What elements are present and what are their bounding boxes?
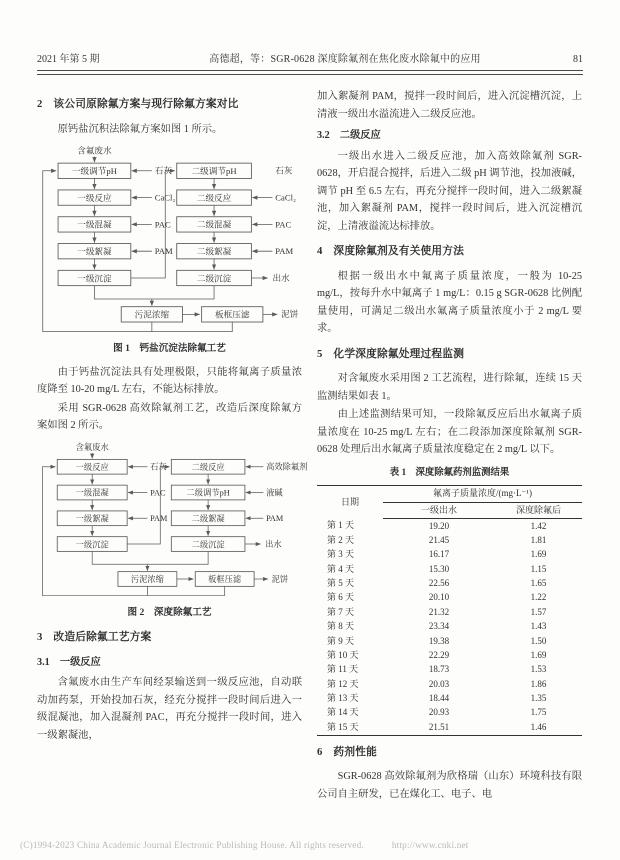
- fig2-influent-label: 含氟废水: [75, 443, 109, 453]
- cell-after: 1.57: [530, 606, 547, 617]
- figure2-flowchart: [37, 441, 313, 601]
- page-footer: [20, 840, 600, 850]
- section-3-heading: 3 改造后除氟工艺方案: [37, 631, 152, 644]
- col-header-date: 日期: [340, 496, 359, 507]
- paragraph: 一级出水进入二级反应池，加入高效除氟剂 SGR-0628，开启混合搅拌，后进入二级 pH 调节池，投加液碱，调节 pH 至 6.5 左右，再充分搅拌一段时间，进入二级絮凝池，加入絮凝剂 PAM，搅拌一段时间后，进入沉淀槽沉淀，上清液溢流达标排放。: [317, 150, 582, 232]
- figure1-caption: 图 1 钙盐沉淀法除氟工艺: [113, 343, 226, 355]
- fig1-box-label: 一级调节pH: [71, 166, 117, 177]
- fig1-box-label: 一级絮凝: [77, 246, 112, 257]
- table-row: [317, 577, 582, 591]
- cell-date: 第 13 天: [327, 693, 359, 704]
- fig2-effluent-label: 出水: [265, 539, 282, 549]
- fig2-reagent-label: PAM: [266, 513, 284, 523]
- cell-primary: 23.34: [428, 621, 450, 632]
- paragraph: 采用 SGR-0628 高效除氟剂工艺，改造后深度除氟方案如图 2 所示。: [37, 402, 302, 432]
- fig1-box-label: 二级沉淀: [196, 273, 232, 284]
- flow-connector: [92, 551, 208, 564]
- cell-after: 1.86: [530, 678, 547, 689]
- section-5-heading: 5 化学深度除氟处理过程监测: [317, 347, 465, 360]
- cell-after: 1.42: [530, 520, 547, 531]
- paragraph: 由于钙盐沉淀法具有处理极限，只能将氟离子质量浓度降至 10-20 mg/L 左右，不能达标排放。: [37, 366, 302, 396]
- cell-primary: 19.20: [428, 520, 450, 531]
- fig1-box-label: 二级调节pH: [191, 166, 237, 177]
- paragraph: 对含氟废水采用图 2 工艺流程，进行除氟，连续 15 天监测结果如表 1。: [317, 373, 582, 402]
- table-row: [317, 519, 582, 534]
- fig2-box-label: 一级沉淀: [75, 540, 109, 550]
- col-header-after: 深度除氟后: [495, 502, 582, 519]
- paragraph: 加入絮凝剂 PAM，搅拌一段时间后，进入沉淀槽沉淀，上清液一级出水溢流进入二级反应池。: [317, 91, 582, 120]
- fig1-left-reagents: [132, 165, 176, 256]
- cell-date: 第 2 天: [327, 534, 355, 545]
- cell-date: 第 10 天: [327, 649, 359, 660]
- cell-primary: 20.93: [428, 707, 450, 718]
- fig1-box-label: 二级反应: [196, 192, 232, 203]
- cell-primary: 21.32: [428, 606, 450, 617]
- fig1-reagent-label: CaCl₂: [154, 192, 176, 203]
- fig1-reagent-label: PAM: [275, 246, 294, 257]
- section-4-heading: 4 深度除氟剂及有关使用方法: [317, 245, 465, 257]
- cell-date: 第 9 天: [327, 635, 355, 646]
- paragraph: 原钙盐沉积法除氟方案如图 1 所示。: [57, 123, 223, 135]
- cell-date: 第 12 天: [327, 678, 359, 689]
- fig2-right-reagents: [246, 461, 308, 523]
- fig1-influent-label: 含氟废水: [77, 145, 112, 156]
- cell-date: 第 3 天: [327, 549, 355, 560]
- cell-primary: 18.73: [428, 664, 450, 675]
- fig1-box-label: 一级沉淀: [77, 273, 112, 284]
- fig1-right-chain: [177, 163, 252, 286]
- fig2-box-label: 二级调节pH: [186, 488, 230, 498]
- cell-after: 1.53: [530, 664, 547, 675]
- table-row: [317, 534, 582, 548]
- cell-after: 1.81: [530, 534, 547, 545]
- fig1-effluent-label: 出水: [272, 272, 290, 283]
- footer-copyright: (C)1994-2023 China Academic Journal Electronic Publishing House. All rights reserved.: [20, 840, 364, 850]
- cell-primary: 16.17: [428, 549, 450, 560]
- fig2-left-reagents: [128, 461, 168, 523]
- fig1-reagent-label: 石灰: [154, 165, 172, 176]
- table-row: [317, 548, 582, 562]
- cell-date: 第 5 天: [327, 578, 355, 589]
- section-6-heading: 6 药剂性能: [317, 745, 377, 758]
- article-body: [37, 88, 583, 804]
- cell-date: 第 4 天: [327, 563, 355, 574]
- cell-date: 第 7 天: [327, 606, 355, 617]
- table-body: [317, 519, 582, 736]
- table-row: [317, 720, 582, 735]
- cell-primary: 18.44: [428, 693, 450, 704]
- table-row: [317, 649, 582, 663]
- table-row: [317, 605, 582, 619]
- cell-date: 第 11 天: [327, 664, 359, 675]
- fig2-reagent-label: PAM: [150, 513, 168, 523]
- cell-primary: 22.29: [428, 649, 450, 660]
- cell-after: 1.75: [530, 707, 547, 718]
- header-issue: 2021 年第 5 期: [37, 54, 100, 65]
- fig1-reagent-label: PAM: [154, 246, 173, 257]
- flow-connector: [94, 286, 214, 299]
- fig2-cake-label: 泥饼: [271, 574, 289, 584]
- figure-1: [37, 144, 302, 358]
- header-double-rule: [37, 70, 583, 75]
- paragraph: 由上述监测结果可知，一段除氟反应后出水氟离子质量浓度在 10-25 mg/L 左右；在二段添加深度除氟剂 SGR-0628 处理后出水氟离子质量浓度稳定在 2 mg/L 以下。: [317, 409, 582, 455]
- table-row: [317, 634, 582, 648]
- section-32-heading: 3.2 二级反应: [317, 130, 381, 141]
- fig1-box-label: 二级混凝: [196, 219, 232, 230]
- section-2-heading: 2 该公司原除氟方案与现行除氟方案对比: [37, 98, 239, 110]
- fig2-press-label: 板框压滤: [208, 575, 242, 585]
- cell-after: 1.50: [530, 635, 547, 646]
- cell-after: 1.43: [530, 621, 547, 632]
- cell-after: 1.65: [530, 578, 547, 589]
- fig1-box-label: 一级反应: [77, 192, 112, 203]
- fig2-right-chain: [171, 459, 245, 551]
- table-row: [317, 706, 582, 720]
- cell-after: 1.46: [530, 721, 547, 732]
- cell-primary: 20.10: [428, 592, 450, 603]
- cell-date: 第 15 天: [327, 721, 359, 732]
- fig2-box-label: 二级沉淀: [191, 540, 225, 550]
- fig2-box-label: 一级混凝: [75, 488, 109, 498]
- fig2-box-label: 二级反应: [191, 462, 225, 472]
- fig1-press-label: 板框压滤: [215, 309, 250, 320]
- cell-after: 1.69: [530, 649, 547, 660]
- table-row: [317, 591, 582, 605]
- footer-url: http://www.cnki.net: [391, 840, 469, 850]
- fig2-box-label: 一级反应: [75, 462, 109, 472]
- fig1-reagent-label: 石灰: [275, 165, 293, 176]
- figure-2: [37, 441, 308, 622]
- fig2-sludge-label: 污泥浓缩: [130, 575, 164, 585]
- fig2-reagent-label: 高效除氟剂: [266, 462, 308, 472]
- fig1-reagent-label: CaCl₂: [275, 192, 297, 203]
- section-31-heading: 3.1 一级反应: [37, 656, 101, 668]
- cell-primary: 15.30: [428, 563, 450, 574]
- fig1-left-chain: [58, 163, 131, 286]
- fig2-reagent-label: PAC: [150, 488, 166, 498]
- fig1-reagent-label: PAC: [275, 219, 292, 230]
- monitoring-table: [317, 485, 582, 736]
- fig2-box-label: 二级絮凝: [191, 514, 225, 524]
- paragraph: SGR-0628 高效除氟剂为欣格瑞（山东）环境科技有限公司自主研发，已在煤化工、电子、电: [317, 771, 582, 800]
- col-header-group: 氟离子质量浓度/(mg·L⁻¹): [383, 486, 582, 503]
- cell-primary: 21.45: [428, 534, 450, 545]
- fig1-sludge-label: 污泥浓缩: [134, 309, 170, 320]
- page-header: [37, 50, 583, 65]
- cell-after: 1.22: [530, 592, 547, 603]
- fig2-reagent-label: 液碱: [266, 488, 283, 498]
- fig1-box-label: 二级絮凝: [196, 246, 232, 257]
- cell-primary: 20.03: [428, 678, 450, 689]
- table-row: [317, 677, 582, 691]
- fig2-box-label: 一级絮凝: [75, 514, 109, 524]
- table-row: [317, 562, 582, 576]
- left-column: [37, 88, 308, 804]
- table-row: [317, 692, 582, 706]
- fig2-left-chain: [57, 459, 127, 551]
- figure2-caption: 图 2 深度除氟工艺: [127, 606, 212, 618]
- cell-after: 1.35: [530, 693, 547, 704]
- cell-date: 第 14 天: [327, 707, 359, 718]
- cell-primary: 21.51: [428, 721, 450, 732]
- table-row: [317, 663, 582, 677]
- figure1-flowchart: [37, 144, 305, 337]
- right-column: [317, 88, 582, 804]
- cell-primary: 22.56: [428, 578, 450, 589]
- cell-date: 第 6 天: [327, 592, 355, 603]
- paragraph: 根据一级出水中氟离子质量浓度，一般为 10-25 mg/L，按每升水中氟离子 1 mg/L：0.15 g SGR-0628 比例配量使用，可满足二级出水氟离子质量浓度小于 2 mg/L 要求。: [317, 270, 582, 334]
- col-header-primary: 一级出水: [383, 502, 495, 519]
- table1-caption: 表 1 深度除氟药剂监测结果: [389, 467, 510, 478]
- cell-after: 1.69: [530, 549, 547, 560]
- cell-after: 1.15: [530, 563, 547, 574]
- cell-primary: 19.38: [428, 635, 450, 646]
- fig1-reagent-label: PAC: [154, 219, 171, 230]
- flow-connector: [127, 467, 169, 544]
- fig1-box-label: 一级混凝: [77, 219, 112, 230]
- cell-date: 第 1 天: [327, 520, 355, 531]
- paragraph: 含氟废水由生产车间经泵输送到一级反应池，自动联动加药泵，开始投加石灰，经充分搅拌一段时间后进入一级混凝池，加入混凝剂 PAC，再充分搅拌一段时间，进入一级絮凝池，: [37, 677, 302, 741]
- header-running-title: 高德超，等：SGR-0628 深度除氟剂在焦化废水除氟中的应用: [209, 54, 481, 65]
- fig2-reagent-label: 石灰: [150, 462, 167, 472]
- fig1-cake-label: 泥饼: [281, 309, 299, 320]
- table-row: [317, 620, 582, 634]
- header-page-number: 81: [573, 54, 583, 65]
- cell-date: 第 8 天: [327, 621, 355, 632]
- fig1-right-reagents: [252, 165, 296, 256]
- table-head: [317, 486, 582, 519]
